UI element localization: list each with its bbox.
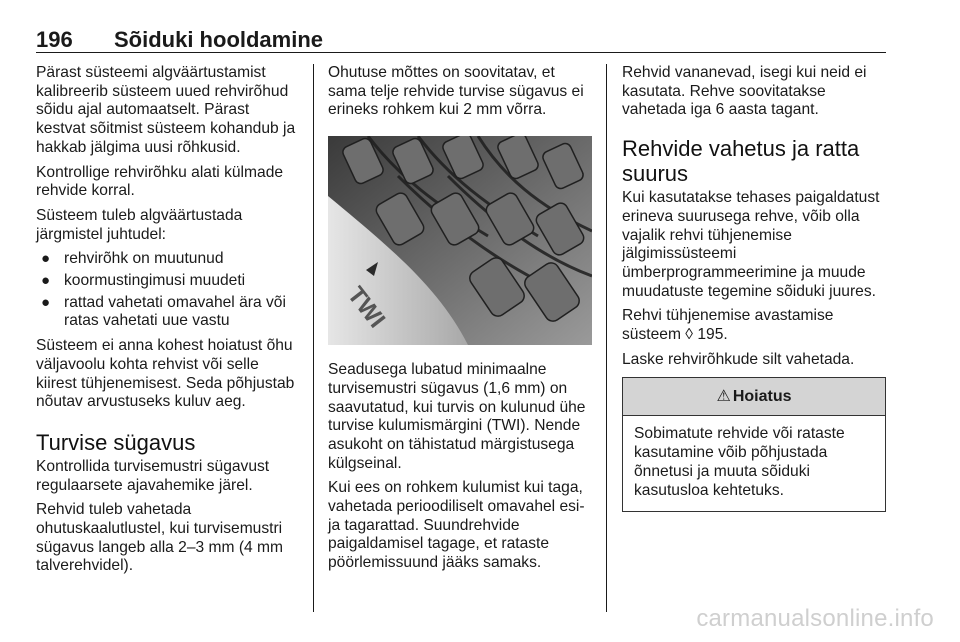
page-header — [36, 27, 884, 53]
paragraph: Seadusega lubatud minimaalne turvisemustri sügavus (1,6 mm) on saavutatud, kui turvis on kulunud ühe turvise kulumismärgini (TWI). Nende asukoht on tähistatud märgistusega külgseinal. — [328, 361, 586, 472]
list-item-text: rehvirõhk on muutunud — [64, 250, 224, 268]
paragraph: Rehvid tuleb vahetada ohutuskaalutlustel, kui turvisemustri sügavus langeb alla 2–3 mm (4 mm talverehvidel). — [36, 501, 284, 575]
bullet-icon: ● — [41, 293, 51, 311]
list-item-text: koormustingimusi muudeti — [64, 272, 246, 290]
paragraph: Kui ees on rohkem kulumist kui taga, vahetada perioodiliselt omavahel esi- ja tagarattad. Suundrehvide paigaldamisel tagage, et rataste pöörlemissuund jääks samaks. — [328, 479, 585, 572]
list-item — [36, 294, 298, 331]
section-heading: Turvise sügavus — [36, 429, 196, 455]
column-middle — [328, 64, 592, 579]
watermark: carmanualsonline.info — [696, 605, 934, 632]
page-reference-link[interactable]: 195. — [697, 326, 728, 344]
paragraph: Ohutuse mõttes on soovitatav, et sama telje rehvide turvise sügavus ei erineks rohkem kui 2 mm võrra. — [328, 64, 584, 119]
paragraph: Kontrollida turvisemustri sügavust regulaarsete ajavahemike järel. — [36, 457, 270, 494]
column-divider-1 — [313, 64, 314, 612]
warning-icon: ⚠ — [716, 388, 731, 406]
header-rule — [36, 52, 886, 53]
bullet-list — [36, 250, 298, 331]
list-item-text: rattad vahetati omavahel ära või ratas vahetati uue vastu — [64, 293, 286, 330]
warning-header — [623, 378, 885, 416]
paragraph: Kontrollige rehvirõhku alati külmade rehvide korral. — [36, 163, 284, 200]
twi-label: TWI — [341, 281, 391, 334]
paragraph — [622, 307, 888, 344]
paragraph: Süsteem tuleb algväärtustada järgmistel juhtudel: — [36, 206, 243, 243]
bullet-icon: ● — [41, 250, 51, 268]
list-item — [36, 272, 298, 291]
page-reference-icon: ◊ — [685, 326, 693, 344]
bullet-icon: ● — [41, 272, 51, 290]
paragraph: Süsteem ei anna kohest hoiatust õhu väljavoolu kohta rehvist või selle kiirest tühjenemisest. Seda põhjustab nõutav arvustuseks kuluv aeg. — [36, 337, 295, 411]
paragraph: Rehvid vananevad, isegi kui neid ei kasutata. Rehve soovitatakse vahetada iga 6 aasta tagant. — [622, 64, 867, 119]
page-number: 196 — [36, 27, 73, 52]
section-heading: Rehvide vahetus ja ratta suurus — [622, 136, 860, 187]
warning-text: Sobimatute rehvide või rataste kasutamine võib põhjustada õnnetusi ja muuta sõiduki kasutusloa kehtetuks. — [634, 425, 845, 499]
column-divider-2 — [606, 64, 607, 612]
warning-box — [622, 377, 886, 512]
paragraph: Pärast süsteemi algväärtustamist kalibreerib süsteem uued rehvirõhud sõidu ajal automaatselt. Pärast kestvat sõitmist süsteem kohandub ja hakkab jälgima uusi rõhkusid. — [36, 64, 296, 156]
column-left — [36, 64, 298, 582]
column-right — [622, 64, 888, 512]
paragraph: Kui kasutatakse tehases paigaldatust erineva suurusega rehve, võib olla vajalik rehvi tühjenemise jälgimissüsteemi ümberprogrammeerimine ja muude muudatuste tegemine sõiduki juures. — [622, 189, 880, 300]
chapter-title: Sõiduki hooldamine — [114, 27, 324, 52]
paragraph-text: Rehvi tühjenemise avastamise süsteem — [622, 307, 834, 344]
warning-title: Hoiatus — [732, 388, 792, 406]
tire-tread-illustration — [328, 136, 592, 345]
list-item — [36, 250, 298, 269]
paragraph: Laske rehvirõhkude silt vahetada. — [622, 350, 855, 368]
